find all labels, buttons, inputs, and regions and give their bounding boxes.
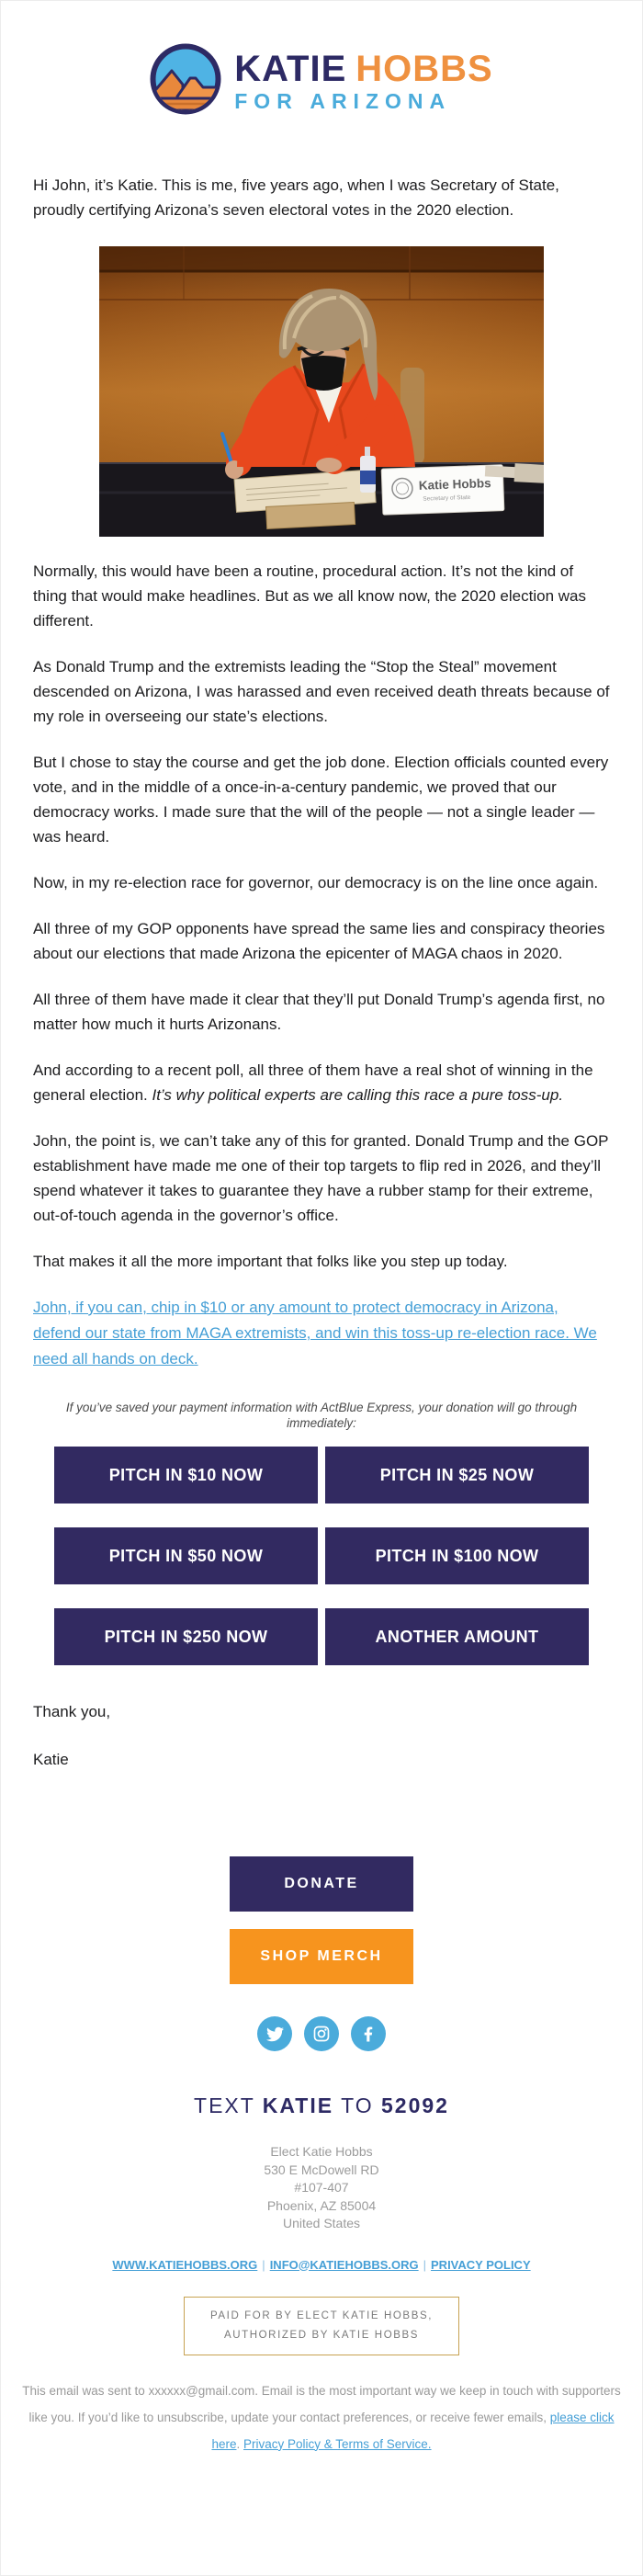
logo-desert-icon [150, 43, 221, 119]
paragraph: That makes it all the more important that folks like you step up today. [33, 1253, 508, 1270]
donate-button[interactable]: DONATE [230, 1856, 413, 1912]
signature: Katie [33, 1751, 69, 1768]
address-org: Elect Katie Hobbs [270, 2144, 373, 2159]
pitch-in-25-button[interactable]: PITCH IN $25 NOW [325, 1447, 589, 1504]
donate-link-paragraph[interactable]: John, if you can, chip in $10 or any amount to protect democracy in Arizona, defend our state from MAGA extremists, and win this toss-up re-election race. We need all hands on deck. [33, 1299, 597, 1367]
paragraph: All three of them have made it clear that they’ll put Donald Trump’s agenda first, no matter how much it hurts Arizonans. [33, 991, 605, 1033]
paragraph [33, 1058, 610, 1107]
campaign-logo-link[interactable] [150, 43, 492, 119]
unsubscribe-link[interactable]: please click here [211, 2410, 615, 2451]
another-amount-button[interactable]: ANOTHER AMOUNT [325, 1608, 589, 1665]
paragraph-normal-part: And according to a recent poll, all three of them have a real shot of winning in the general election. [33, 1061, 593, 1104]
text-to-donate-line [1, 2094, 642, 2118]
legal-disclaimer [1, 2377, 642, 2575]
logo-text [234, 50, 492, 114]
footer-links-row [1, 2258, 642, 2272]
email-footer [1, 1856, 642, 2575]
address-city: Phoenix, AZ 85004 [266, 2197, 377, 2213]
paid-for-disclaimer-box [184, 2297, 459, 2355]
email-link[interactable]: INFO@KATIEHOBBS.ORG [269, 2257, 419, 2272]
legal-text: . [236, 2436, 243, 2451]
signoff: Thank you, [33, 1703, 111, 1720]
nameplate-title: Secretary of State [423, 494, 471, 503]
email-header [1, 1, 642, 119]
paragraph: All three of my GOP opponents have spread the same lies and conspiracy theories about our elections that made Arizona the epicenter of MAGA chaos in 2020. [33, 920, 605, 962]
address-country: United States [282, 2216, 361, 2230]
paragraph-italic-part: It’s why political experts are calling this race a pure toss-up. [152, 1086, 564, 1104]
pitch-in-10-button[interactable]: PITCH IN $10 NOW [54, 1447, 318, 1504]
actblue-express-disclaimer: If you’ve saved your payment information with ActBlue Express, your donation will go through immediately: [65, 1401, 578, 1430]
address-street: 530 E McDowell RD [264, 2162, 379, 2177]
text-shortcode: 52092 [381, 2094, 449, 2117]
nameplate-name: Katie Hobbs [418, 476, 491, 493]
shop-merch-button[interactable]: SHOP MERCH [230, 1929, 413, 1984]
text-keyword-prefix: TEXT [194, 2094, 255, 2117]
email-body [1, 173, 642, 1772]
photo-katie-hobbs-signing [99, 246, 544, 537]
link-separator: | [423, 2257, 427, 2272]
facebook-icon[interactable] [351, 2016, 386, 2051]
legal-text: This email was sent to xxxxxx@gmail.com. Email is the most important way we keep in touch with supporters like you. If you’d like to unsubscribe, update your contact preferences, or receive fewer emails, [22, 2383, 621, 2424]
text-keyword-to: TO [341, 2094, 374, 2117]
paid-for-line1: PAID FOR BY ELECT KATIE HOBBS, [209, 2309, 434, 2321]
link-separator: | [262, 2257, 265, 2272]
pitch-in-100-button[interactable]: PITCH IN $100 NOW [325, 1527, 589, 1584]
donation-button-grid [54, 1447, 589, 1665]
text-keyword: KATIE [262, 2094, 334, 2117]
paragraph: Normally, this would have been a routine, procedural action. It’s not the kind of thing that would make headlines. But as we all know now, the 2020 election was different. [33, 562, 586, 630]
paragraph: John, the point is, we can’t take any of this for granted. Donald Trump and the GOP establishment have made me one of their top targets to flip red in 2026, and they’ll spend whatever it takes to guarantee they have a rubber stamp for their extreme, out-of-touch agenda in the governor’s office. [33, 1132, 609, 1224]
paragraph: As Donald Trump and the extremists leading the “Stop the Steal” movement descended on Arizona, I was harassed and even received death threats because of my role in overseeing our state’s elections. [33, 658, 610, 725]
paragraph: Now, in my re-election race for governor, our democracy is on the line once again. [33, 874, 599, 891]
instagram-icon[interactable] [304, 2016, 339, 2051]
pitch-in-50-button[interactable]: PITCH IN $50 NOW [54, 1527, 318, 1584]
social-icons-row [1, 2016, 642, 2051]
paid-for-line2: AUTHORIZED BY KATIE HOBBS [223, 2329, 420, 2341]
address-suite: #107-407 [294, 2180, 349, 2195]
privacy-terms-link[interactable]: Privacy Policy & Terms of Service. [243, 2436, 432, 2451]
intro-paragraph: Hi John, it’s Katie. This is me, five years ago, when I was Secretary of State, proudly certifying Arizona’s seven electoral votes in the 2020 election. [33, 176, 559, 219]
paragraph: But I chose to stay the course and get the job done. Election officials counted every vote, and in the middle of a once-in-a-century pandemic, we proved that our democracy works. I made sure that the will of the people — not a single leader — was heard. [33, 754, 609, 845]
logo-first-name: KATIE [234, 48, 347, 89]
logo-tagline: FOR ARIZONA [234, 88, 452, 113]
mailing-address [1, 2143, 642, 2233]
privacy-policy-link[interactable]: PRIVACY POLICY [431, 2257, 531, 2272]
website-link[interactable]: WWW.KATIEHOBBS.ORG [112, 2257, 258, 2272]
logo-last-name: HOBBS [355, 48, 493, 89]
pitch-in-250-button[interactable]: PITCH IN $250 NOW [54, 1608, 318, 1665]
twitter-icon[interactable] [257, 2016, 292, 2051]
